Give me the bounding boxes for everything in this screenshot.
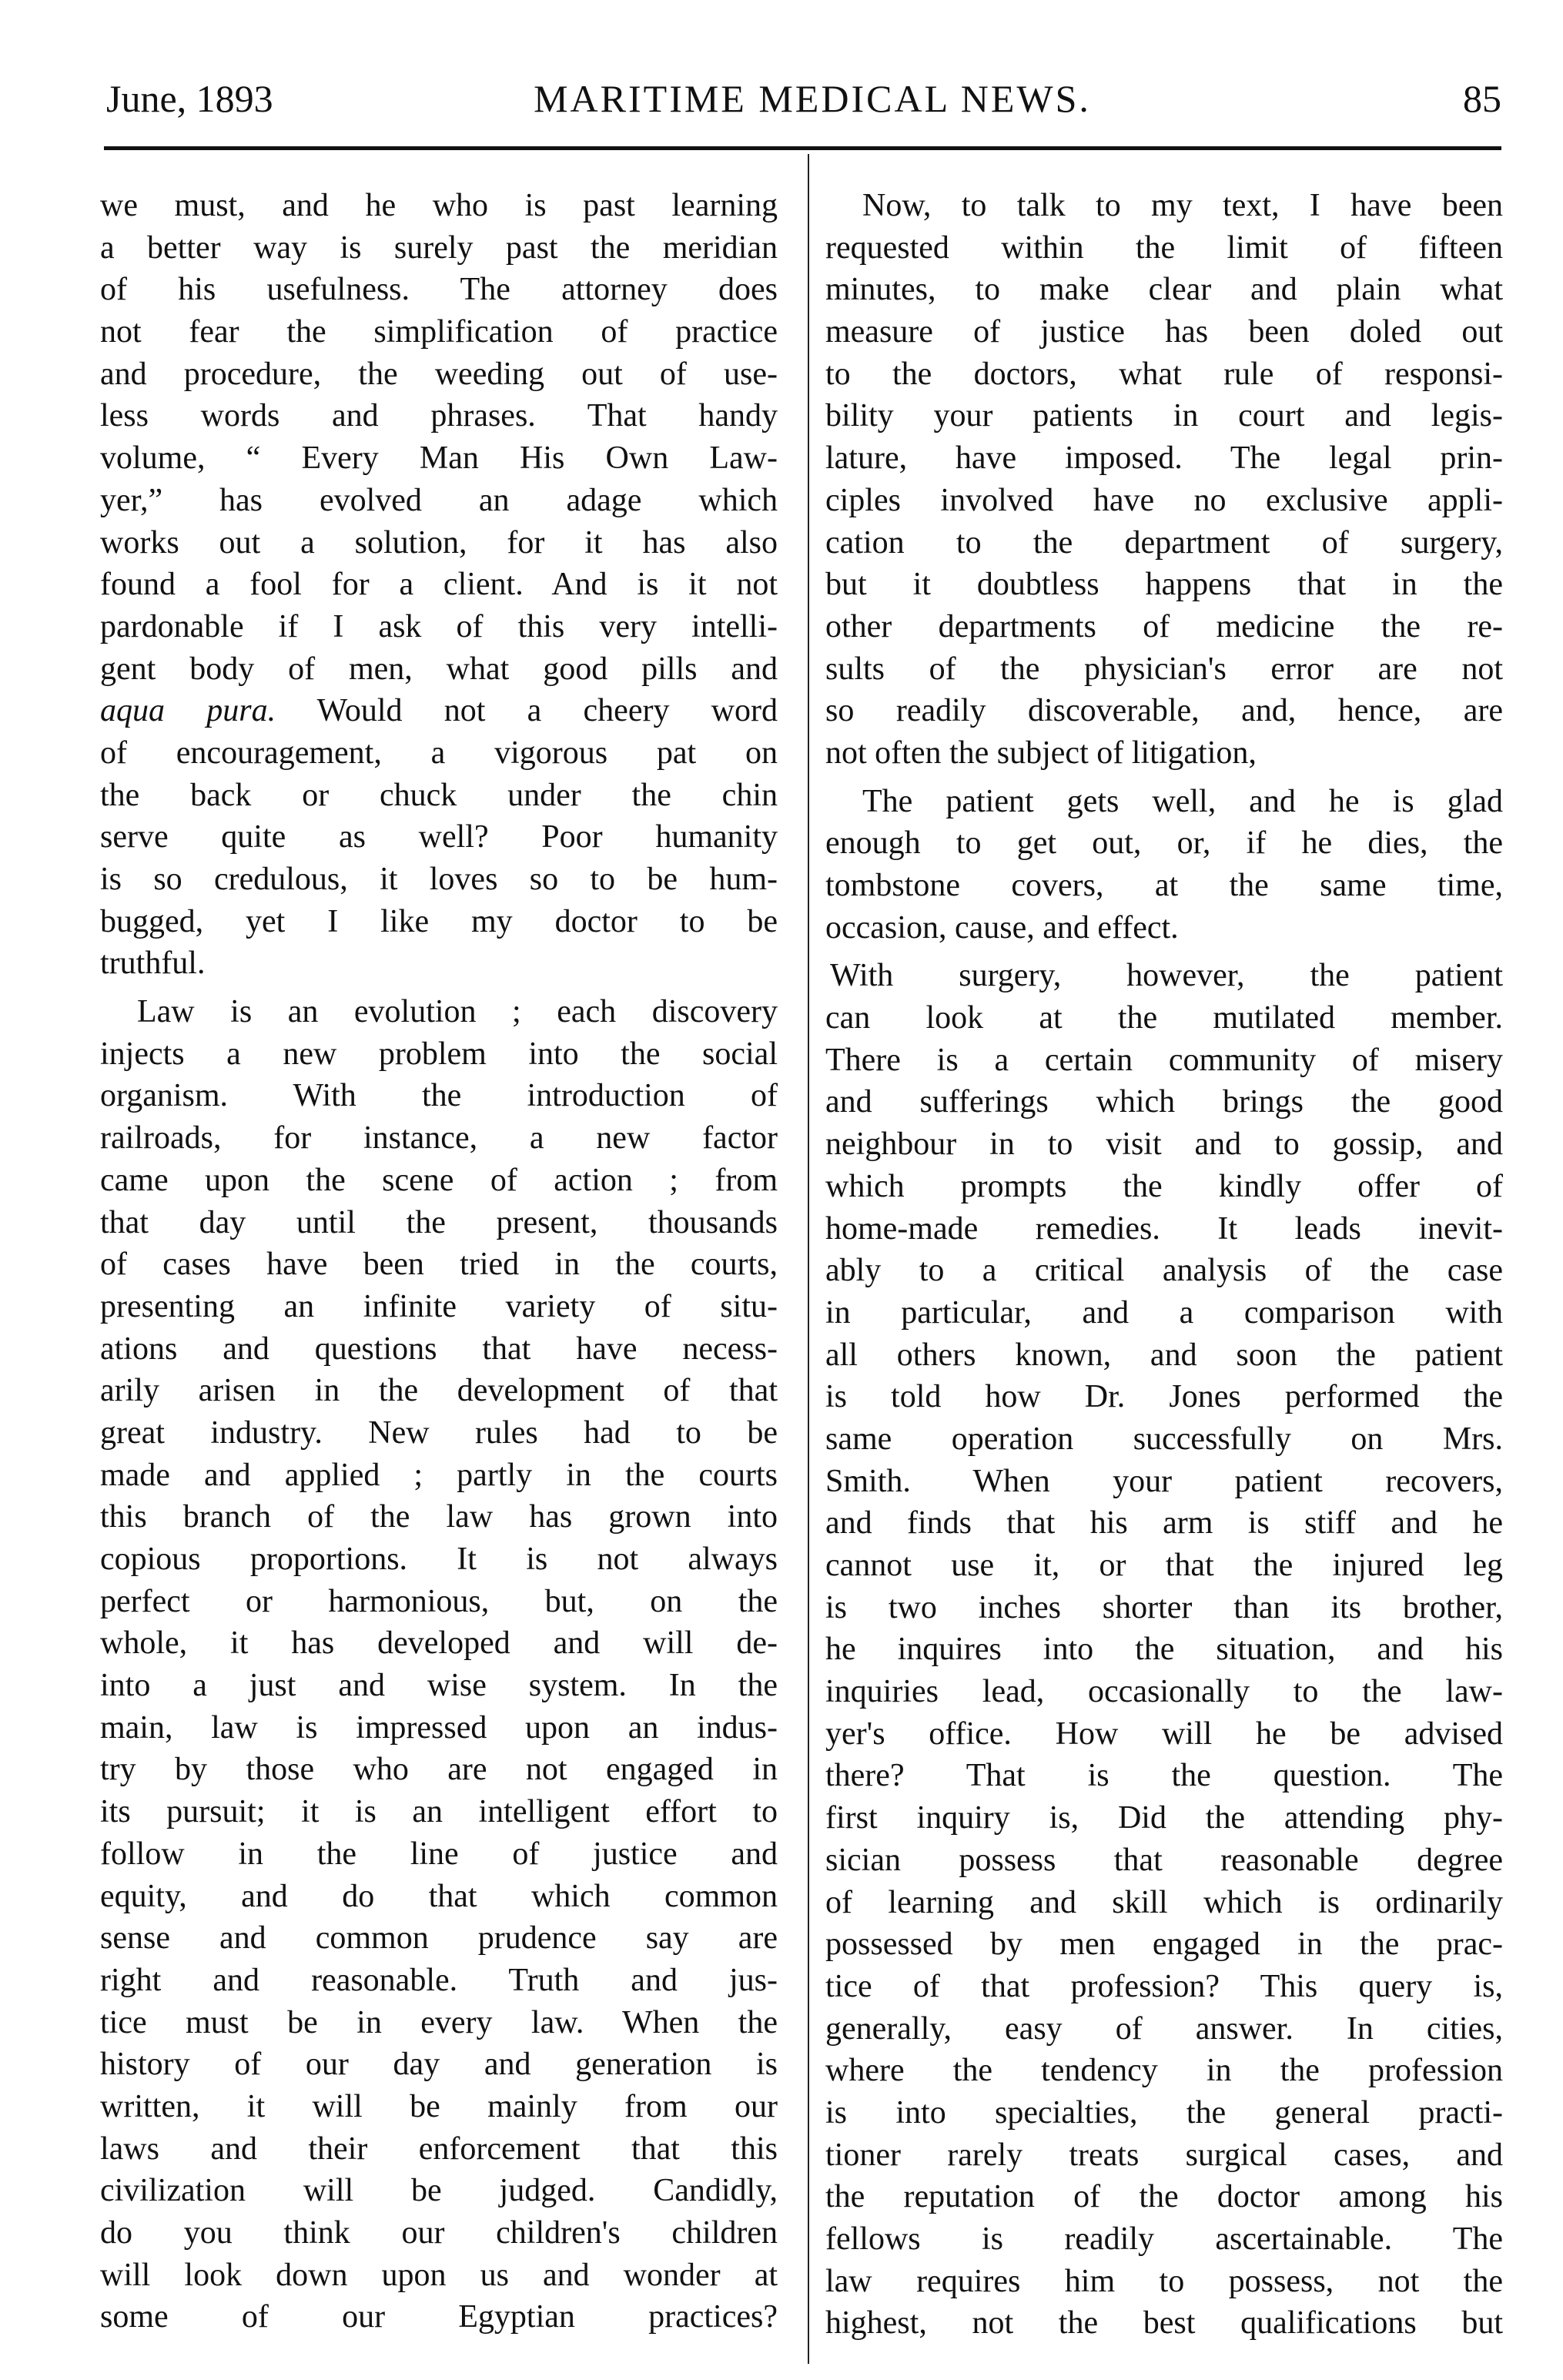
text-line: is told how Dr. Jones performed the	[825, 1379, 1503, 1415]
text-line: The patient gets well, and he is glad	[862, 783, 1503, 819]
text-line: presenting an infinite variety of situ-	[100, 1288, 778, 1324]
italic-phrase: aqua pura.	[100, 693, 276, 729]
text-line: copious proportions. It is not always	[100, 1541, 778, 1577]
text-line	[100, 690, 778, 732]
column-divider	[808, 154, 809, 2364]
text-line: injects a new problem into the social	[100, 1036, 778, 1072]
text-line: possessed by men engaged in the prac-	[825, 1926, 1503, 1963]
text-line: and finds that his arm is stiff and he	[825, 1505, 1503, 1541]
text-line: perfect or harmonious, but, on the	[100, 1583, 778, 1619]
text-line: its pursuit; it is an intelligent effort to	[100, 1794, 778, 1830]
left-column	[100, 185, 778, 2345]
text-line: sense and common prudence say are	[100, 1920, 778, 1957]
text-line: truthful.	[100, 946, 206, 982]
right-column	[825, 185, 1503, 2351]
text-line: minutes, to make clear and plain what	[825, 272, 1503, 308]
text-line: do you think our children's children	[100, 2215, 778, 2251]
text-line: of his usefulness. The attorney does	[100, 272, 778, 308]
text-line: will look down upon us and wonder at	[100, 2257, 778, 2293]
text-line: fellows is readily ascertainable. The	[825, 2221, 1503, 2257]
text-line: history of our day and generation is	[100, 2047, 778, 2083]
text-line: neighbour in to visit and to gossip, and	[825, 1126, 1503, 1163]
text-line: main, law is impressed upon an indus-	[100, 1709, 778, 1746]
text-line: sician possess that reasonable degree	[825, 1842, 1503, 1878]
text-line: generally, easy of answer. In cities,	[825, 2010, 1503, 2047]
text-line: highest, not the best qualifications but	[825, 2305, 1503, 2342]
text-line: so readily discoverable, and, hence, are	[825, 693, 1503, 729]
text-line: some of our Egyptian practices?	[100, 2299, 778, 2335]
text-line: There is a certain community of misery	[825, 1042, 1503, 1078]
text-line: is into specialties, the general practi-	[825, 2094, 1503, 2131]
text-line: is two inches shorter than its brother,	[825, 1589, 1503, 1625]
text-line: this branch of the law has grown into	[100, 1499, 778, 1535]
text-line: the reputation of the doctor among his	[825, 2179, 1503, 2215]
line-text: Would not a cheery word	[276, 693, 778, 729]
text-line: of encouragement, a vigorous pat on	[100, 735, 778, 771]
text-line: measure of justice has been doled out	[825, 314, 1503, 350]
text-line: bility your patients in court and legis-	[825, 398, 1503, 434]
paragraph	[825, 955, 1503, 2345]
text-line: arily arisen in the development of that	[100, 1373, 778, 1409]
text-line: there? That is the question. The	[825, 1758, 1503, 1794]
text-line: came upon the scene of action ; from	[100, 1162, 778, 1198]
text-line: that day until the present, thousands	[100, 1204, 778, 1240]
text-line: follow in the line of justice and	[100, 1836, 778, 1872]
text-line: lature, have imposed. The legal prin-	[825, 440, 1503, 477]
page-number: 85	[1463, 77, 1501, 120]
text-line: all others known, and soon the patient	[825, 1337, 1503, 1373]
text-line: Law is an evolution ; each discovery	[137, 994, 778, 1030]
text-line: railroads, for instance, a new factor	[100, 1120, 778, 1157]
text-line: works out a solution, for it has also	[100, 524, 778, 561]
text-line: With surgery, however, the patient	[830, 958, 1503, 994]
text-line: laws and their enforcement that this	[100, 2131, 778, 2167]
paragraph	[100, 991, 778, 2338]
text-line: not often the subject of litigation,	[825, 735, 1257, 771]
text-line: into a just and wise system. In the	[100, 1668, 778, 1704]
text-line: cation to the department of surgery,	[825, 524, 1503, 561]
text-line: organism. With the introduction of	[100, 1078, 778, 1114]
text-line: but it doubtless happens that in the	[825, 567, 1503, 603]
text-line: a better way is surely past the meridian	[100, 229, 778, 266]
text-line: sults of the physician's error are not	[825, 651, 1503, 687]
header-rule	[104, 146, 1501, 150]
text-line: equity, and do that which common	[100, 1878, 778, 1914]
text-line: ciples involved have no exclusive appli-	[825, 482, 1503, 518]
text-line: he inquires into the situation, and his	[825, 1632, 1503, 1668]
text-line: found a fool for a client. And is it not	[100, 567, 778, 603]
text-line: enough to get out, or, if he dies, the	[825, 825, 1503, 862]
text-line: of learning and skill which is ordinarily	[825, 1884, 1503, 1920]
text-line: gent body of men, what good pills and	[100, 651, 778, 687]
text-line: yer's office. How will he be advised	[825, 1716, 1503, 1752]
text-line: bugged, yet I like my doctor to be	[100, 903, 778, 939]
journal-title: MARITIME MEDICAL NEWS.	[534, 77, 1091, 120]
paragraph	[100, 185, 778, 985]
text-line: and sufferings which brings the good	[825, 1084, 1503, 1120]
text-line: other departments of medicine the re-	[825, 608, 1503, 644]
text-line: of cases have been tried in the courts,	[100, 1247, 778, 1283]
text-line: made and applied ; partly in the courts	[100, 1457, 778, 1493]
text-line: is so credulous, it loves so to be hum-	[100, 862, 778, 897]
text-line: we must, and he who is past learning	[100, 188, 778, 223]
text-line: less words and phrases. That handy	[100, 398, 778, 434]
text-line: written, it will be mainly from our	[100, 2088, 778, 2124]
text-line: tice of that profession? This query is,	[825, 1968, 1503, 2004]
text-line: great industry. New rules had to be	[100, 1414, 778, 1451]
text-line: in particular, and a comparison with	[825, 1294, 1503, 1331]
text-line: the back or chuck under the chin	[100, 777, 778, 813]
text-line: to the doctors, what rule of responsi-	[825, 356, 1503, 392]
text-line: home-made remedies. It leads inevit-	[825, 1210, 1503, 1247]
text-line: requested within the limit of fifteen	[825, 229, 1503, 266]
text-line: occasion, cause, and effect.	[825, 909, 1179, 946]
text-line: same operation successfully on Mrs.	[825, 1421, 1503, 1457]
text-line: civilization will be judged. Candidly,	[100, 2173, 778, 2209]
text-line: right and reasonable. Truth and jus-	[100, 1962, 778, 1998]
text-line: inquiries lead, occasionally to the law-	[825, 1674, 1503, 1710]
text-line: yer,” has evolved an adage which	[100, 482, 778, 518]
text-line: ably to a critical analysis of the case	[825, 1253, 1503, 1289]
text-line: volume, “ Every Man His Own Law-	[100, 440, 778, 477]
text-line: whole, it has developed and will de-	[100, 1625, 778, 1662]
header-date: June, 1893	[106, 77, 273, 120]
text-line: tombstone covers, at the same time,	[825, 868, 1503, 903]
text-line: and procedure, the weeding out of use-	[100, 356, 778, 392]
text-line: where the tendency in the profession	[825, 2053, 1503, 2089]
text-line: Now, to talk to my text, I have been	[862, 188, 1503, 223]
paragraph	[825, 781, 1503, 949]
text-line: try by those who are not engaged in	[100, 1752, 778, 1788]
text-line: can look at the mutilated member.	[825, 1000, 1503, 1036]
text-line: cannot use it, or that the injured leg	[825, 1548, 1503, 1583]
text-line: not fear the simplification of practice	[100, 314, 778, 350]
text-line: pardonable if I ask of this very intelli-	[100, 608, 778, 644]
text-line: serve quite as well? Poor humanity	[100, 819, 778, 855]
text-line: first inquiry is, Did the attending phy-	[825, 1800, 1503, 1836]
text-line: tioner rarely treats surgical cases, and	[825, 2137, 1503, 2173]
text-line: law requires him to possess, not the	[825, 2263, 1503, 2299]
text-line: tice must be in every law. When the	[100, 2004, 778, 2040]
text-line: ations and questions that have necess-	[100, 1331, 778, 1367]
text-line: which prompts the kindly offer of	[825, 1168, 1503, 1204]
paragraph	[825, 185, 1503, 775]
text-line: Smith. When your patient recovers,	[825, 1463, 1503, 1499]
